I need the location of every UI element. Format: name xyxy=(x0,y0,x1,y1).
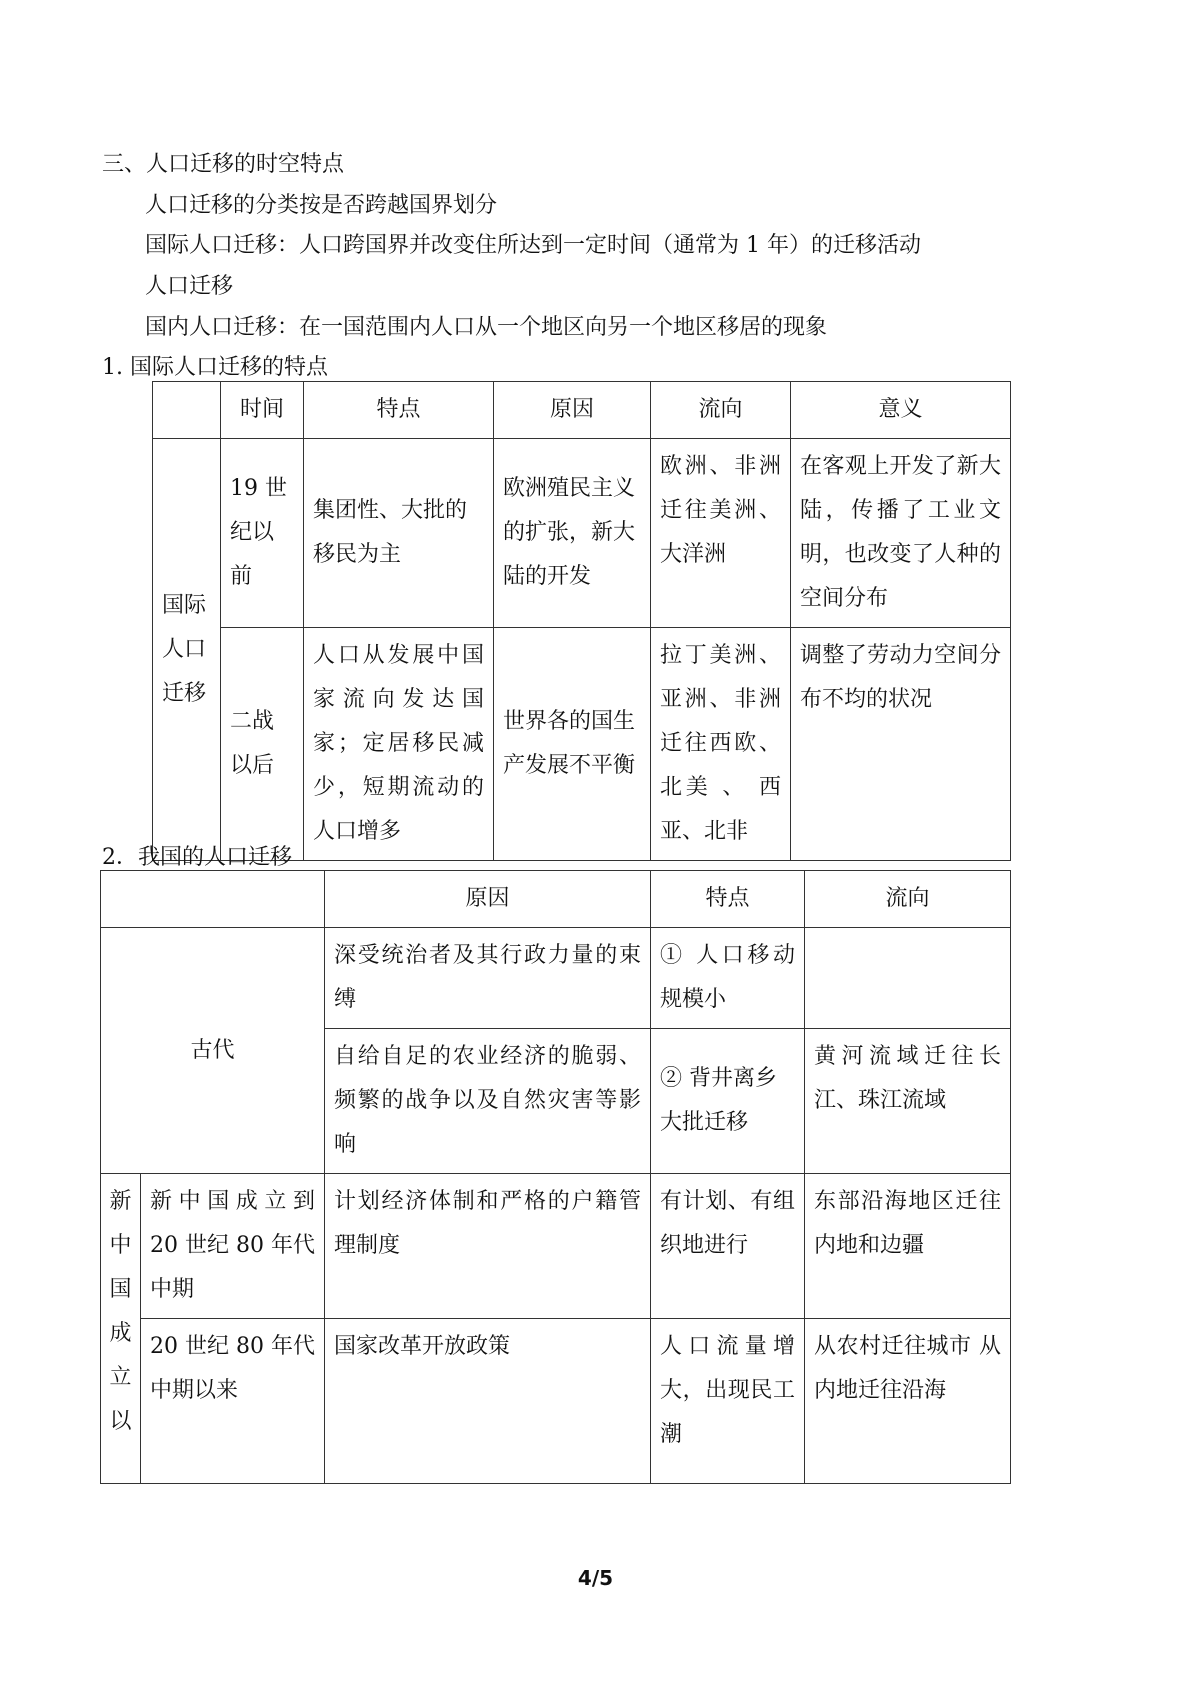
feature-cell: ② 背井离乡大批迁移 xyxy=(651,1029,805,1174)
intro-line-3: 人口迁移 xyxy=(145,274,234,299)
intro-line-4: 国内人口迁移：在一国范围内人口从一个地区向另一个地区移居的现象 xyxy=(145,315,828,340)
period-cell: 20 世纪 80 年代中期以来 xyxy=(141,1319,325,1484)
page-number: 4/5 xyxy=(577,1566,614,1590)
header-meaning: 意义 xyxy=(791,382,1011,439)
feature-cell: 有计划、有组织地进行 xyxy=(651,1174,805,1319)
flow-cell: 东部沿海地区迁往内地和边疆 xyxy=(805,1174,1011,1319)
reason-cell: 自给自足的农业经济的脆弱、频繁的战争以及自然灾害等影响 xyxy=(325,1029,651,1174)
period-cell: 新中国成立到 20 世纪 80 年代中期 xyxy=(141,1174,325,1319)
time-cell: 19 世纪以前 xyxy=(221,439,304,628)
flow-cell xyxy=(805,928,1011,1029)
international-migration-table xyxy=(152,381,1011,861)
section-heading: 三、人口迁移的时空特点 xyxy=(102,152,345,177)
header-time: 时间 xyxy=(221,382,304,439)
section1-title: 1. 国际人口迁移的特点 xyxy=(102,355,328,380)
header-blank-cell xyxy=(153,382,221,439)
header-feature: 特点 xyxy=(304,382,494,439)
reason-cell: 国家改革开放政策 xyxy=(325,1319,651,1484)
section2-title: 2．我国的人口迁移 xyxy=(102,845,292,870)
intro-line-2: 国际人口迁移：人口跨国界并改变住所达到一定时间（通常为 1 年）的迁移活动 xyxy=(145,233,921,258)
feature-cell: 人口从发展中国家流向发达国家；定居移民减少，短期流动的人口增多 xyxy=(304,628,494,861)
header-reason: 原因 xyxy=(494,382,651,439)
header-blank-cell xyxy=(101,871,325,928)
intro-line-1: 人口迁移的分类按是否跨越国界划分 xyxy=(145,193,498,218)
feature-cell: 人口流量增大，出现民工潮 xyxy=(651,1319,805,1484)
china-migration-table xyxy=(100,870,1011,1484)
feature-cell: 集团性、大批的移民为主 xyxy=(304,439,494,628)
reason-cell: 计划经济体制和严格的户籍管理制度 xyxy=(325,1174,651,1319)
meaning-cell: 调整了劳动力空间分布不均的状况 xyxy=(791,628,1011,861)
flow-cell: 拉丁美洲、亚洲、非洲迁往西欧、北美 、 西亚、北非 xyxy=(651,628,791,861)
row-label-international: 国际人口迁移 xyxy=(153,439,221,861)
time-cell: 二战以后 xyxy=(221,628,304,861)
row-label-ancient: 古代 xyxy=(101,928,325,1174)
flow-cell: 黄河流域迁往长江、珠江流域 xyxy=(805,1029,1011,1174)
reason-cell: 深受统治者及其行政力量的束缚 xyxy=(325,928,651,1029)
meaning-cell: 在客观上开发了新大陆，传播了工业文明，也改变了人种的空间分布 xyxy=(791,439,1011,628)
header-feature: 特点 xyxy=(651,871,805,928)
row-label-new-china: 新中国成立以 xyxy=(101,1174,141,1484)
flow-cell: 从农村迁往城市 从内地迁往沿海 xyxy=(805,1319,1011,1484)
reason-cell: 世界各的国生产发展不平衡 xyxy=(494,628,651,861)
header-reason: 原因 xyxy=(325,871,651,928)
feature-cell: ① 人口移动规模小 xyxy=(651,928,805,1029)
reason-cell: 欧洲殖民主义的扩张，新大陆的开发 xyxy=(494,439,651,628)
header-flow: 流向 xyxy=(805,871,1011,928)
header-flow: 流向 xyxy=(651,382,791,439)
flow-cell: 欧洲、非洲迁往美洲、大洋洲 xyxy=(651,439,791,628)
